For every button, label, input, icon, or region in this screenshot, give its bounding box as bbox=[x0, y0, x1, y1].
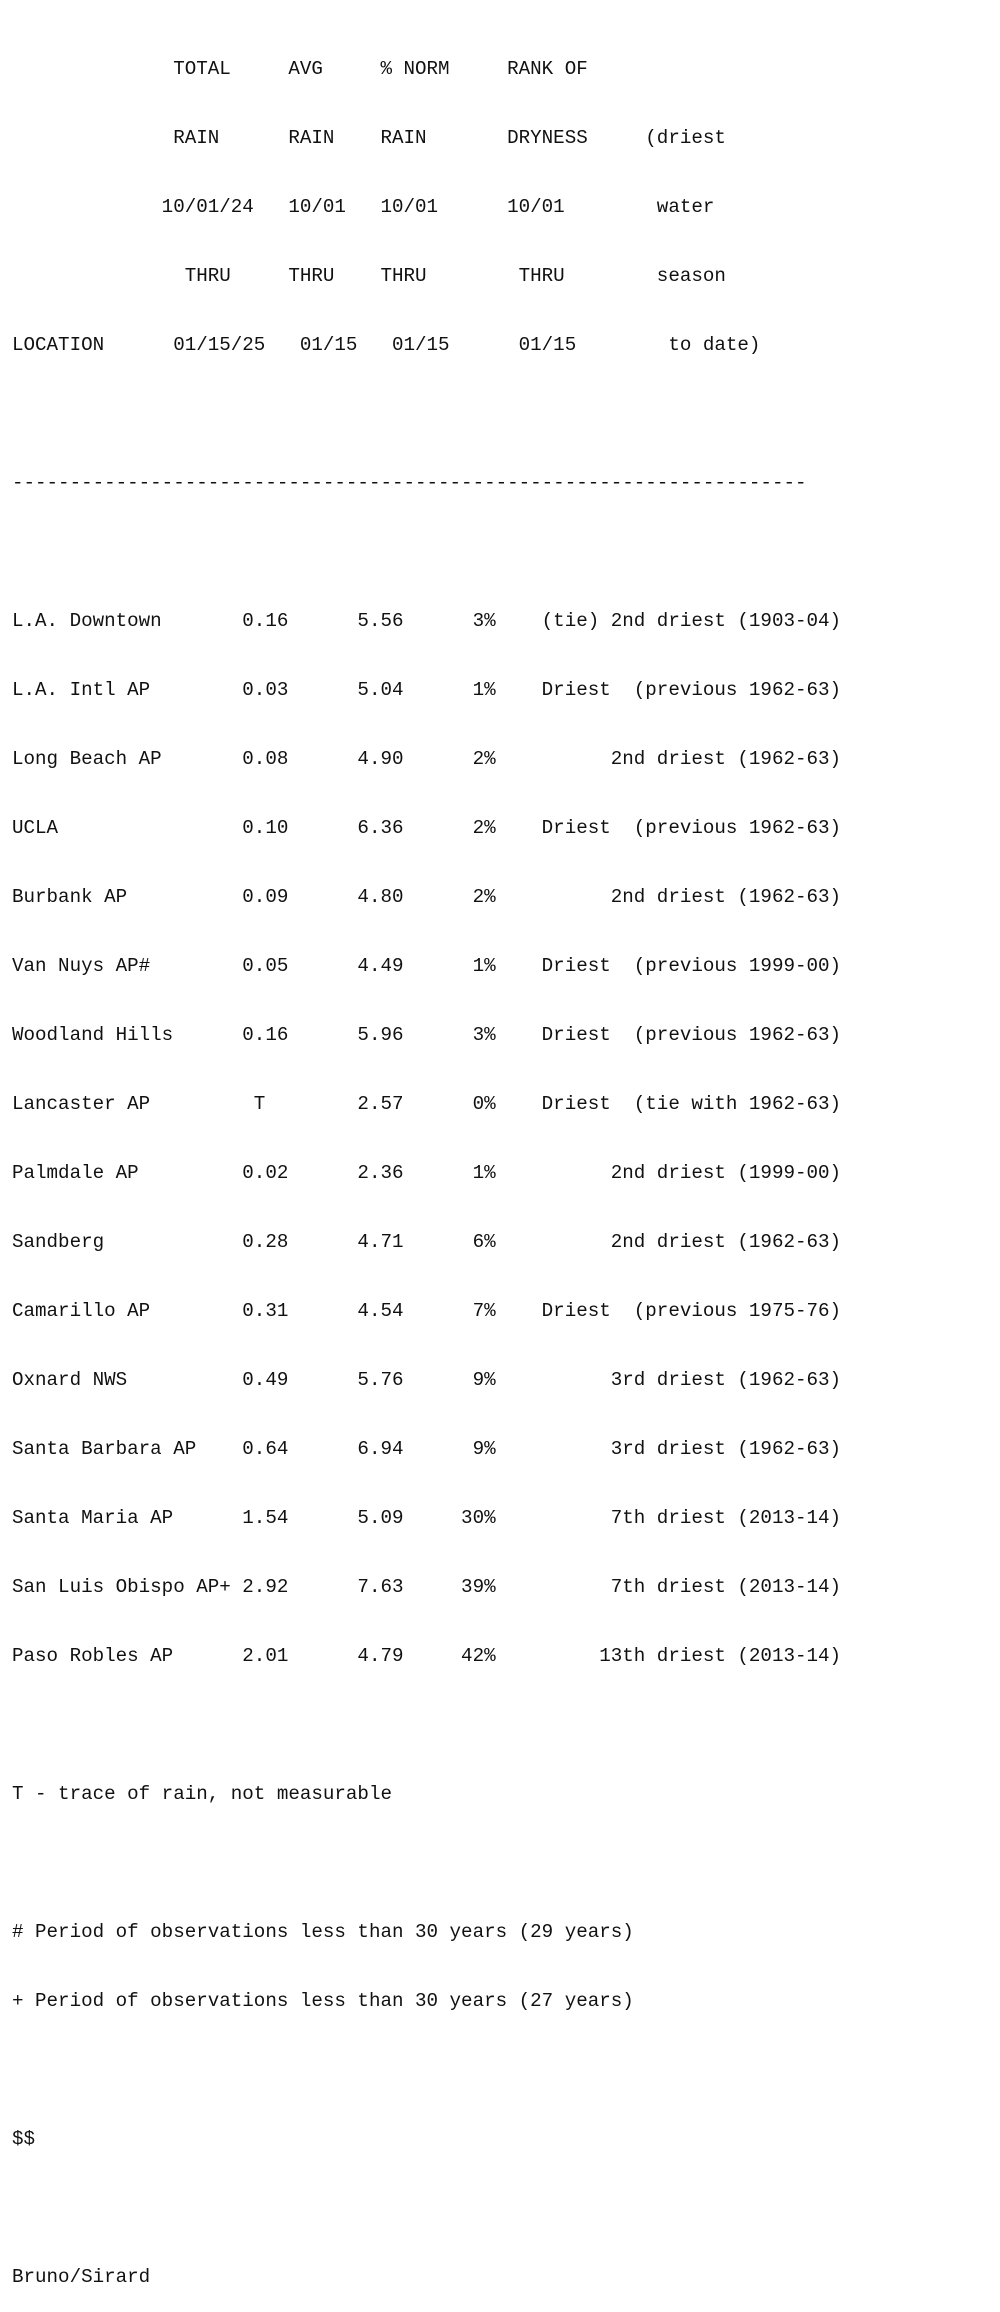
blank-line bbox=[12, 541, 1000, 564]
blank-line bbox=[12, 1714, 1000, 1737]
table-row: Paso Robles AP 2.01 4.79 42% 13th driest (2013-14) bbox=[12, 1645, 842, 1667]
blank-line bbox=[12, 1852, 1000, 1875]
footnote: # Period of observations less than 30 years (29 years) bbox=[12, 1921, 634, 1943]
end-marker: $$ bbox=[12, 2128, 36, 2150]
table-row: UCLA 0.10 6.36 2% Driest (previous 1962-63) bbox=[12, 817, 842, 839]
header-line: TOTAL AVG % NORM RANK OF bbox=[12, 58, 588, 80]
trace-note: T - trace of rain, not measurable bbox=[12, 1783, 392, 1805]
blank-line bbox=[12, 403, 1000, 426]
signature: Bruno/Sirard bbox=[12, 2266, 151, 2288]
table-row: Palmdale AP 0.02 2.36 1% 2nd driest (1999-00) bbox=[12, 1162, 842, 1184]
table-row: Woodland Hills 0.16 5.96 3% Driest (previous 1962-63) bbox=[12, 1024, 842, 1046]
table-row: Sandberg 0.28 4.71 6% 2nd driest (1962-63) bbox=[12, 1231, 842, 1253]
table-row: Van Nuys AP# 0.05 4.49 1% Driest (previous 1999-00) bbox=[12, 955, 842, 977]
header-line: 10/01/24 10/01 10/01 10/01 water bbox=[12, 196, 715, 218]
table-row: San Luis Obispo AP+ 2.92 7.63 39% 7th driest (2013-14) bbox=[12, 1576, 842, 1598]
table-row: Lancaster AP T 2.57 0% Driest (tie with 1962-63) bbox=[12, 1093, 842, 1115]
footnote: + Period of observations less than 30 years (27 years) bbox=[12, 1990, 634, 2012]
header-line: THRU THRU THRU THRU season bbox=[12, 265, 726, 287]
table-row: Oxnard NWS 0.49 5.76 9% 3rd driest (1962-63) bbox=[12, 1369, 842, 1391]
header-line: LOCATION 01/15/25 01/15 01/15 01/15 to date) bbox=[12, 334, 761, 356]
table-row: Santa Maria AP 1.54 5.09 30% 7th driest (2013-14) bbox=[12, 1507, 842, 1529]
table-row: Santa Barbara AP 0.64 6.94 9% 3rd driest (1962-63) bbox=[12, 1438, 842, 1460]
separator-line: --------------------------------------------------------------------- bbox=[12, 472, 807, 494]
blank-line bbox=[12, 2059, 1000, 2082]
table-row: Burbank AP 0.09 4.80 2% 2nd driest (1962-63) bbox=[12, 886, 842, 908]
blank-line bbox=[12, 2197, 1000, 2220]
header-line: RAIN RAIN RAIN DRYNESS (driest bbox=[12, 127, 726, 149]
table-row: L.A. Intl AP 0.03 5.04 1% Driest (previous 1962-63) bbox=[12, 679, 842, 701]
table-row: L.A. Downtown 0.16 5.56 3% (tie) 2nd driest (1903-04) bbox=[12, 610, 842, 632]
table-row: Long Beach AP 0.08 4.90 2% 2nd driest (1962-63) bbox=[12, 748, 842, 770]
table-row: Camarillo AP 0.31 4.54 7% Driest (previous 1975-76) bbox=[12, 1300, 842, 1322]
